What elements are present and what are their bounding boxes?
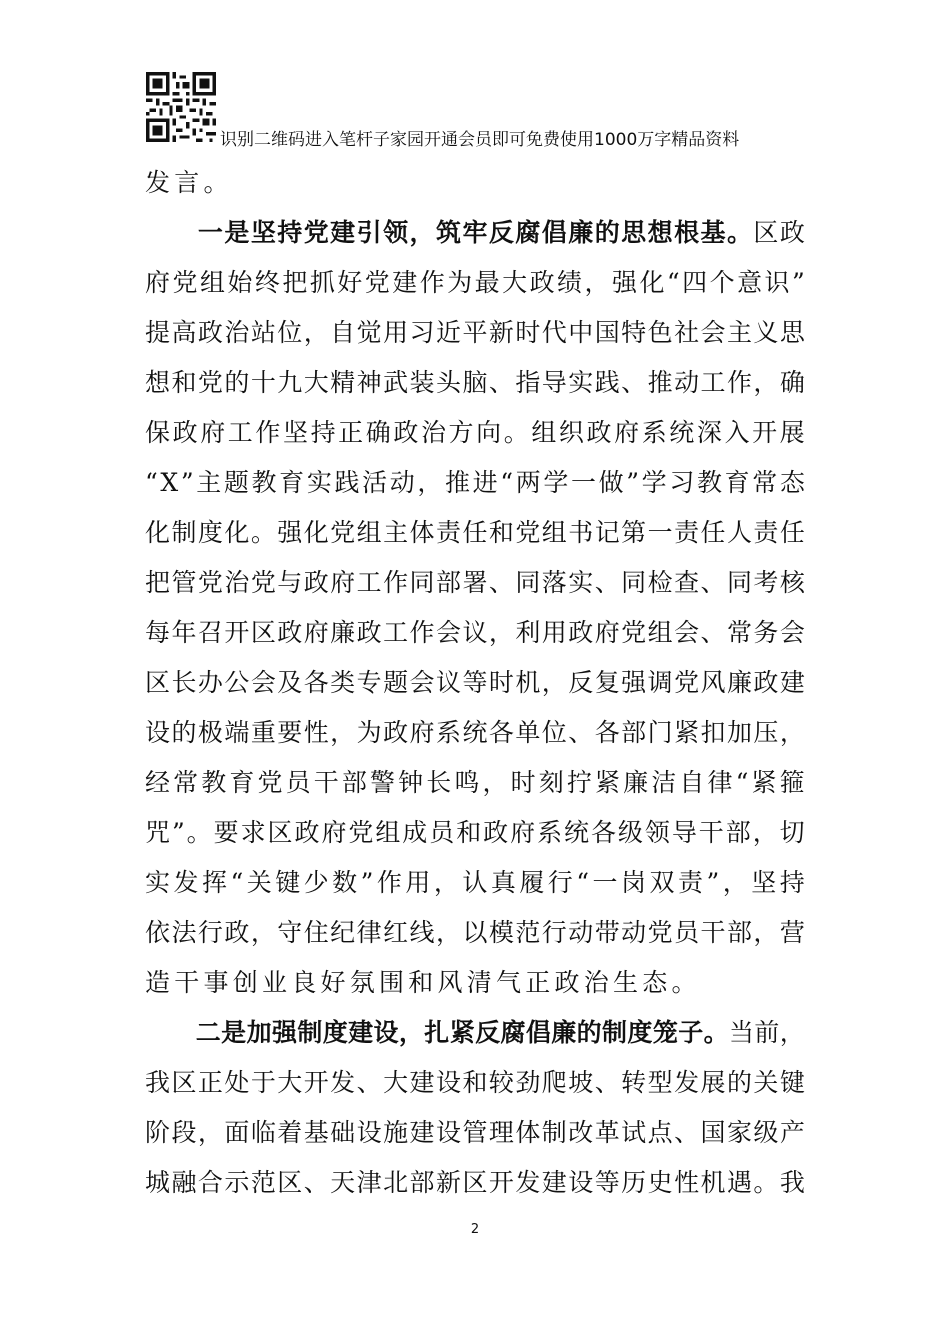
text-line: 府 党 组 始 终 把 抓 好 党 建 作 为 最 大 政 绩 ， 强 化 “ 四 个 意 识 ”: [145, 258, 805, 308]
text-line: 城 融 合 示 范 区 、 天 津 北 部 新 区 开 发 建 设 等 历 史 性 机 遇 。 我: [145, 1158, 805, 1208]
text-line: [145, 158, 805, 208]
text-line: 想 和 党 的 十 九 大 精 神 武 装 头 脑 、 指 导 实 践 、 推 动 工 作 ， 确: [145, 358, 805, 408]
text-line: 化 制 度 化 。 强 化 党 组 主 体 责 任 和 党 组 书 记 第 一 责 任 人 责 任: [145, 508, 805, 558]
text-line: “ X ” 主 题 教 育 实 践 活 动 ， 推 进 “ 两 学 一 做 ” 学 习 教 育 常 态: [145, 458, 805, 508]
line-text: 造干事创业良好氛围和风清气正政治生态。: [145, 968, 701, 997]
text-line: 我 区 正 处 于 大 开 发 、 大 建 设 和 较 劲 爬 坡 、 转 型 发 展 的 关 键: [145, 1058, 805, 1108]
page-number: 2: [470, 1222, 480, 1237]
text-line: 实 发 挥 “ 关 键 少 数 ” 作 用 ， 认 真 履 行 “ 一 岗 双 责 ” ， 坚 持: [145, 858, 805, 908]
document-body: [145, 158, 805, 1208]
line-text: 发言。: [145, 168, 233, 197]
text-line: [145, 958, 805, 1008]
text-line: 阶 段 ， 面 临 着 基 础 设 施 建 设 管 理 体 制 改 革 试 点 、 国 家 级 产: [145, 1108, 805, 1158]
text-line: 保 政 府 工 作 坚 持 正 确 政 治 方 向 。 组 织 政 府 系 统 深 入 开 展: [145, 408, 805, 458]
paragraph: [145, 158, 805, 208]
text-line: 一 是 坚 持 党 建 引 领 ， 筑 牢 反 腐 倡 廉 的 思 想 根 基 。 区 政: [145, 208, 805, 258]
text-line: 把 管 党 治 党 与 政 府 工 作 同 部 署 、 同 落 实 、 同 检 查 、 同 考 核: [145, 558, 805, 608]
paragraph: [145, 1008, 805, 1208]
text-line: 二 是 加 强 制 度 建 设 ， 扎 紧 反 腐 倡 廉 的 制 度 笼 子 。 当 前 ，: [145, 1008, 805, 1058]
text-line: 每 年 召 开 区 政 府 廉 政 工 作 会 议 ， 利 用 政 府 党 组 会 、 常 务 会: [145, 608, 805, 658]
text-line: 提 高 政 治 站 位 ， 自 觉 用 习 近 平 新 时 代 中 国 特 色 社 会 主 义 思: [145, 308, 805, 358]
text-line: 经 常 教 育 党 员 干 部 警 钟 长 鸣 ， 时 刻 拧 紧 廉 洁 自 律 “ 紧 箍: [145, 758, 805, 808]
text-line: 设 的 极 端 重 要 性 ， 为 政 府 系 统 各 单 位 、 各 部 门 紧 扣 加 压 ，: [145, 708, 805, 758]
text-line: 咒 ” 。 要 求 区 政 府 党 组 成 员 和 政 府 系 统 各 级 领 导 干 部 ， 切: [145, 808, 805, 858]
text-line: 依 法 行 政 ， 守 住 纪 律 红 线 ， 以 模 范 行 动 带 动 党 员 干 部 ， 营: [145, 908, 805, 958]
header-promo-note: 识别二维码进入笔杆子家园开通会员即可免费使用1000万字精品资料: [220, 130, 740, 150]
qr-code-icon: [146, 72, 216, 142]
paragraph: [145, 208, 805, 1008]
text-line: 区 长 办 公 会 及 各 类 专 题 会 议 等 时 机 ， 反 复 强 调 党 风 廉 政 建: [145, 658, 805, 708]
